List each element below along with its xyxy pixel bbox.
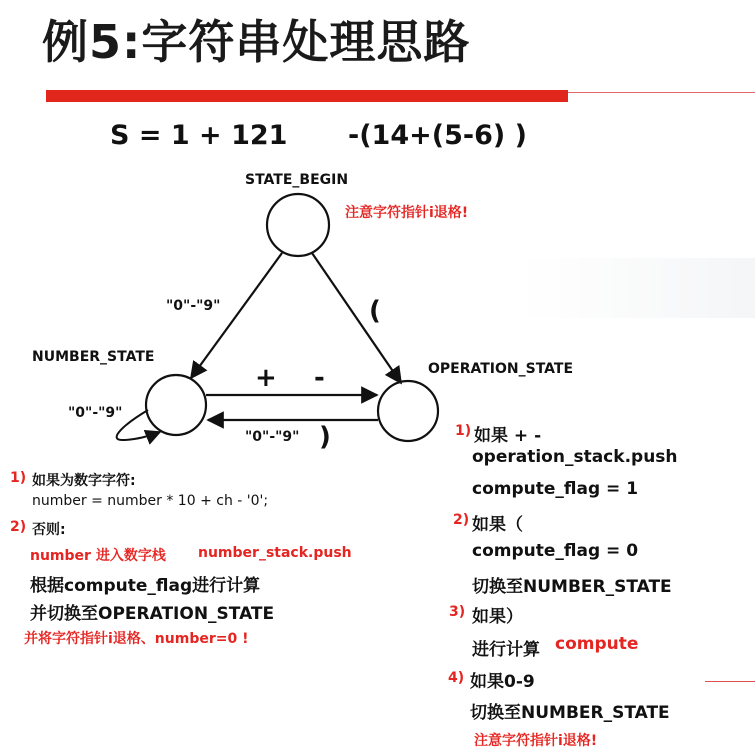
state-begin-label: STATE_BEGIN <box>245 172 349 188</box>
right-step2-title: 如果（ <box>472 515 523 535</box>
right-step1-number: 1) <box>455 423 472 439</box>
right-step4-switch: 切换至NUMBER_STATE <box>470 703 670 723</box>
right-step1-title: 如果 + - <box>474 426 542 446</box>
transition-begin-to-operation-label: ( <box>369 296 381 326</box>
begin-note: 注意字符指针i退格! <box>345 205 469 221</box>
left-step2-switch: 并切换至OPERATION_STATE <box>30 604 275 624</box>
right-step4-note: 注意字符指针i退格! <box>474 733 598 749</box>
state-number-circle <box>146 375 206 435</box>
right-step1-push: operation_stack.push <box>472 447 678 467</box>
slide-title: 例5:字符串处理思路 <box>42 15 471 69</box>
right-step4-number: 4) <box>448 670 465 686</box>
right-step2-flag: compute_flag = 0 <box>472 541 639 561</box>
transition-minus-label: - <box>314 363 325 393</box>
right-edge-line <box>705 681 755 682</box>
right-step4-title: 如果0-9 <box>470 672 535 692</box>
right-step3-compute: compute <box>555 634 639 654</box>
state-begin-circle <box>267 194 329 256</box>
left-step2-push-b: number_stack.push <box>198 545 352 561</box>
arrow-begin-to-operation <box>312 253 401 383</box>
right-step2-switch: 切换至NUMBER_STATE <box>472 577 672 597</box>
right-step1-flag: compute_flag = 1 <box>472 479 639 499</box>
left-step1-code: number = number * 10 + ch - '0'; <box>32 493 269 509</box>
right-step3-calc: 进行计算 <box>472 640 540 660</box>
left-step1-title: 如果为数字字符: <box>32 473 136 489</box>
expression-left: S = 1 + 121 <box>110 120 288 151</box>
state-number-label: NUMBER_STATE <box>32 349 155 365</box>
left-step1-number: 1) <box>10 470 27 486</box>
left-step2-note: 并将字符指针i退格、number=0 ! <box>24 631 249 647</box>
right-step3-number: 3) <box>449 604 466 620</box>
left-step2-number: 2) <box>10 519 27 535</box>
state-operation-label: OPERATION_STATE <box>428 361 574 377</box>
left-step2-title: 否则: <box>32 522 66 538</box>
arrow-begin-to-number <box>191 253 282 378</box>
transition-close-paren-label: ) <box>319 422 331 452</box>
expression-right: -(14+(5-6) ) <box>348 120 527 151</box>
transition-number-self-label: "0"-"9" <box>68 405 123 421</box>
transition-plus-label: + <box>255 363 277 393</box>
right-step2-number: 2) <box>453 512 470 528</box>
transition-operation-to-number-label: "0"-"9" <box>245 429 300 445</box>
right-step3-title: 如果） <box>472 607 523 627</box>
left-step2-compute: 根据compute_flag进行计算 <box>30 576 261 596</box>
left-step2-push-a: number 进入数字栈 <box>30 548 166 564</box>
transition-begin-to-number-label: "0"-"9" <box>166 298 221 314</box>
state-operation-circle <box>378 381 438 441</box>
